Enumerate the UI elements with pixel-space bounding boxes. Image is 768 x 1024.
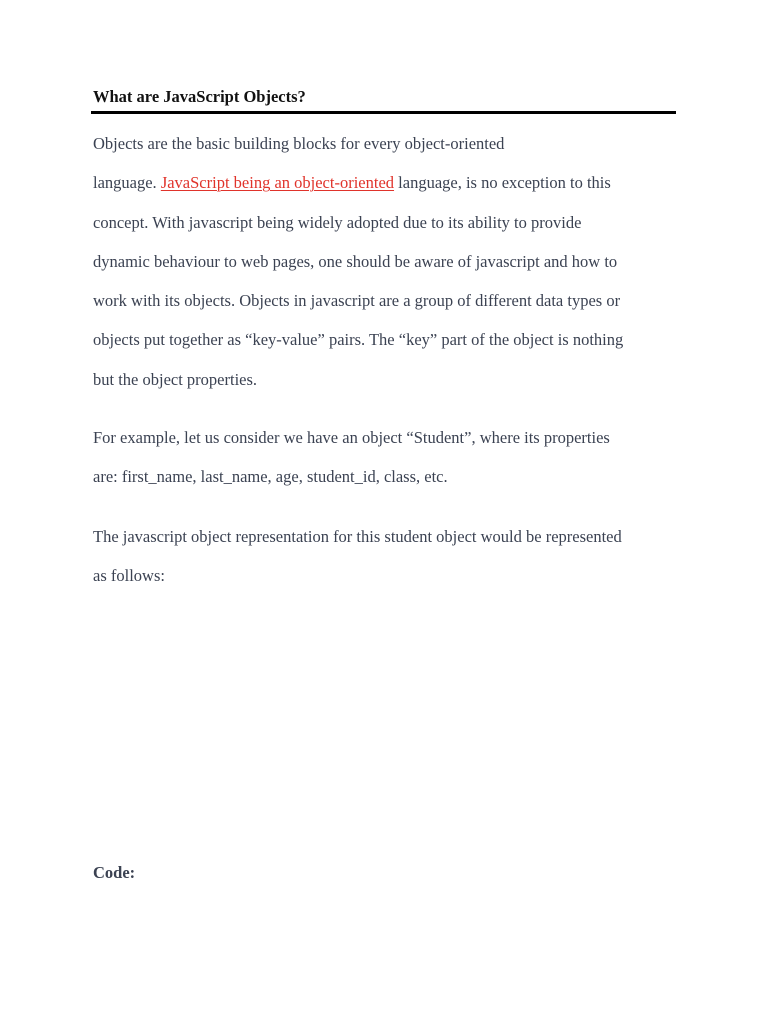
paragraph-line: are: first_name, last_name, age, student_id, class, etc. bbox=[93, 467, 448, 487]
text-fragment: language, is no exception to this bbox=[394, 173, 611, 193]
title-underline-rule bbox=[91, 111, 676, 114]
paragraph-line: but the object properties. bbox=[93, 369, 258, 389]
text-fragment: language. bbox=[93, 173, 161, 193]
intro-paragraph bbox=[93, 124, 623, 399]
paragraph-line: work with its objects. Objects in javascript are a group of different data types or bbox=[93, 291, 621, 311]
paragraph-line: Objects are the basic building blocks for every object-oriented bbox=[93, 134, 505, 153]
paragraph-line: objects put together as “key-value” pairs. The “key” part of the object is nothing bbox=[93, 330, 624, 350]
paragraph-line: concept. With javascript being widely adopted due to its ability to provide bbox=[93, 212, 582, 232]
paragraph-line bbox=[93, 163, 623, 202]
paragraph-line: dynamic behaviour to web pages, one should be aware of javascript and how to bbox=[93, 251, 618, 271]
paragraph-line: The javascript object representation for this student object would be represented bbox=[93, 527, 622, 546]
javascript-oop-link[interactable]: JavaScript being an object-oriented bbox=[160, 173, 395, 193]
code-section-label: Code: bbox=[93, 863, 136, 882]
representation-paragraph bbox=[93, 517, 622, 596]
example-paragraph bbox=[93, 418, 610, 497]
paragraph-line: as follows: bbox=[93, 566, 165, 586]
page-title: What are JavaScript Objects? bbox=[93, 87, 306, 106]
paragraph-line: For example, let us consider we have an object “Student”, where its properties bbox=[93, 428, 610, 447]
